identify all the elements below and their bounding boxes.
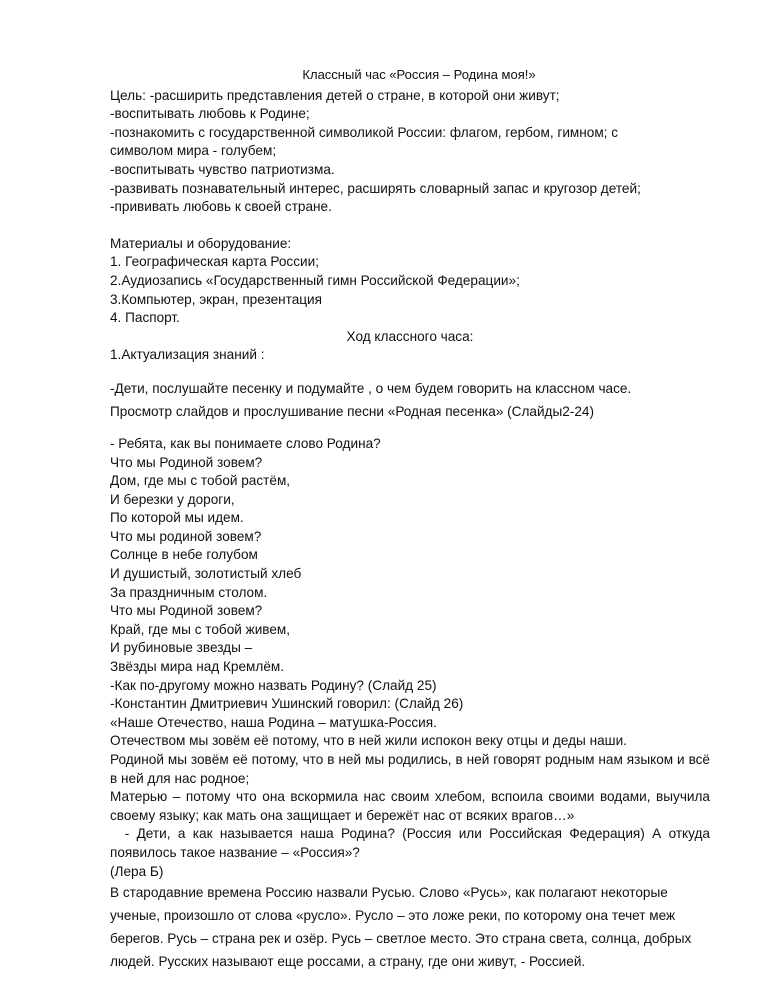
document-title: Классный час «Россия – Родина моя!» bbox=[302, 67, 536, 82]
goal-line: -воспитывать чувство патриотизма. bbox=[110, 161, 335, 177]
document-page bbox=[110, 66, 714, 973]
poem-line: И березки у дороги, bbox=[110, 491, 235, 507]
quote-intro-line: -Константин Дмитриевич Ушинский говорил: (Слайд 26) bbox=[110, 696, 464, 712]
poem-line: По которой мы идем. bbox=[110, 510, 244, 526]
goal-line: -познакомить с государственной символикой России: флагом, гербом, гимном; с bbox=[110, 124, 619, 140]
quote-paragraph: Матерью – потому что она вскормила нас своим хлебом, вспоила своими водами, выучила своему языку; как мать она защищает и бережёт нас от всяких врагов…» bbox=[110, 789, 710, 823]
poem-line: Край, где мы с тобой живем, bbox=[110, 621, 291, 637]
poem-line: Солнце в небе голубом bbox=[110, 547, 258, 563]
goal-line: символом мира - голубем; bbox=[110, 143, 277, 159]
poem-line: И душистый, золотистый хлеб bbox=[110, 566, 302, 582]
materials-item: 2.Аудиозапись «Государственный гимн Российской Федерации»; bbox=[110, 272, 520, 288]
poem-line: Что мы Родиной зовем? bbox=[110, 603, 263, 619]
poem-line: Что мы родиной зовем? bbox=[110, 528, 262, 544]
question-line: -Как по-другому можно назвать Родину? (Слайд 25) bbox=[110, 677, 437, 693]
poem-line: За праздничным столом. bbox=[110, 584, 268, 600]
course-heading: Ход классного часа: bbox=[346, 328, 474, 344]
intro-line: -Дети, послушайте песенку и подумайте , о чем будем говорить на классном часе. bbox=[110, 380, 632, 396]
poem-line: - Ребята, как вы понимаете слово Родина? bbox=[110, 435, 381, 451]
question-paragraph: - Дети, а как называется наша Родина? (Россия или Российская Федерация) А откуда появилось такое название – «Россия»? bbox=[110, 826, 714, 860]
goal-line: -воспитывать любовь к Родине; bbox=[110, 106, 310, 122]
poem-line: Что мы Родиной зовем? bbox=[110, 454, 263, 470]
materials-item: 3.Компьютер, экран, презентация bbox=[110, 291, 323, 307]
intro-line: Просмотр слайдов и прослушивание песни «Родная песенка» (Слайды2-24) bbox=[110, 403, 594, 419]
materials-heading: Материалы и оборудование: bbox=[110, 235, 292, 251]
goal-line: -развивать познавательный интерес, расширять словарный запас и кругозор детей; bbox=[110, 180, 641, 196]
section-heading: 1.Актуализация знаний : bbox=[110, 347, 265, 363]
poem-line: Дом, где мы с тобой растём, bbox=[110, 473, 291, 489]
quote-line: «Наше Отечество, наша Родина – матушка-Россия. bbox=[110, 714, 437, 730]
goal-line: -прививать любовь к своей стране. bbox=[110, 199, 332, 215]
materials-item: 4. Паспорт. bbox=[110, 310, 180, 326]
poem-line: И рубиновые звезды – bbox=[110, 640, 253, 656]
speaker-label: (Лера Б) bbox=[110, 863, 164, 879]
goal-line: Цель: -расширить представления детей о стране, в которой они живут; bbox=[110, 87, 560, 103]
quote-line: Отечеством мы зовём её потому, что в ней жили испокон веку отцы и деды наши. bbox=[110, 733, 627, 749]
quote-paragraph: Родиной мы зовём её потому, что в ней мы родились, в ней говорят родным нам языком и всё в ней для нас родное; bbox=[110, 752, 710, 786]
story-paragraph: В стародавние времена Россию назвали Русью. Слово «Русь», как полагают некоторые ученые, произошло от слова «русло». Русло – это ложе реки, по которому она течет меж берегов. Русь – страна рек и озёр. Русь – светлое место. Это страна света, солнца, добрых людей. Русских называют еще россами, а страну, где они живут, - Россией. bbox=[110, 885, 692, 970]
poem-line: Звёзды мира над Кремлём. bbox=[110, 659, 285, 675]
materials-item: 1. Географическая карта России; bbox=[110, 254, 319, 270]
